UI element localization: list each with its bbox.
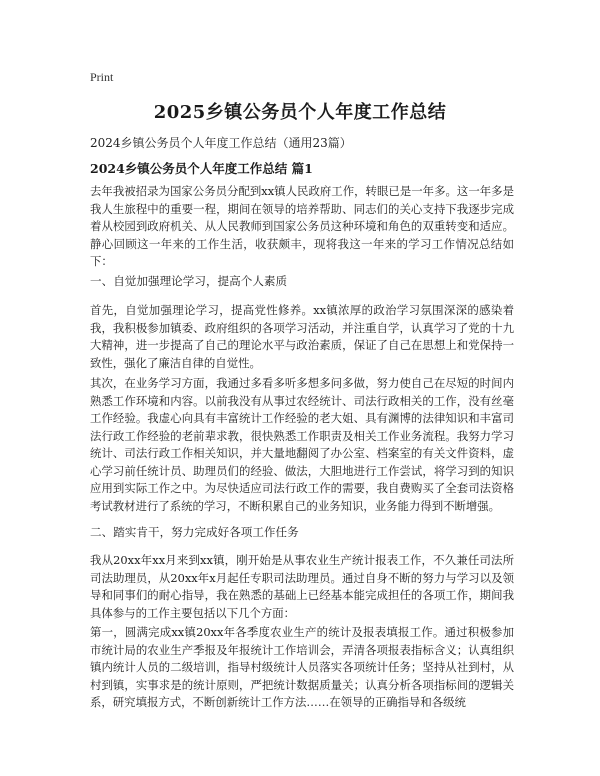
print-link[interactable]: Print (90, 70, 114, 84)
paragraph-work-intro: 我从20xx年xx月来到xx镇，刚开始是从事农业生产统计报表工作，不久兼任司法所司法助理员，从20xx年x月起任专职司法助理员。通过自身不断的努力与学习以及领导和同事们的耐心指导，我在熟悉的基础上已经基本能完成担任的各项工作，期间我具体参与的工作主要包括以下几个方面： (90, 553, 514, 620)
heading-theory-study: 一、自觉加强理论学习，提高个人素质 (90, 274, 288, 288)
page-title: 2025乡镇公务员个人年度工作总结 (153, 102, 447, 123)
section-heading: 2024乡镇公务员个人年度工作总结 篇1 (90, 161, 313, 176)
document-subtitle: 2024乡镇公务员个人年度工作总结（通用23篇） (90, 136, 352, 150)
heading-work-tasks: 二、踏实肯干，努力完成好各项工作任务 (90, 525, 299, 539)
paragraph-business-study: 其次，在业务学习方面，我通过多看多听多想多问多做，努力使自己在尽短的时间内熟悉工作环境和内容。以前我没有从事过农经统计、司法行政相关的工作，没有丝毫工作经验。我虚心向具有丰富统计工作经验的老大姐、具有渊博的法律知识和丰富司法行政工作经验的老前辈求教，很快熟悉工作职责及相关工作业务流程。我努力学习统计、司法行政工作相关知识，并大量地翻阅了办公室、档案室的有关文件资料，虚心学习前任统计员、助理员们的经验、做法，大胆地进行工作尝试，将学习到的知识应用到实际工作之中。为尽快适应司法行政工作的需要，我自费购买了全套司法资格考试教材进行了系统的学习，不断积累自己的业务知识，业务能力得到不断增强。 (90, 376, 514, 513)
paragraph-statistics: 第一，圆满完成xx镇20xx年各季度农业生产的统计及报表填报工作。通过积极参加市统计局的农业生产季报及年报统计工作培训会，弄清各项报表指标含义；认真组织镇内统计人员的二级培训，指导村级统计人员落实各项统计任务；坚持从社到村，从村到镇，实事求是的统计原则，严把统计数据质量关；认真分析各项指标间的逻辑关系，研究填报方式，不断创新统计工作方法……在领导的正确指导和各级统 (90, 625, 514, 709)
paragraph-theory: 首先，自觉加强理论学习，提高党性修养。xx镇浓厚的政治学习氛围深深的感染着我，我积极参加镇委、政府组织的各项学习活动，并注重自学，认真学习了党的十九大精神，进一步提高了自己的理论水平与政治素质，保证了自己在思想上和党保持一致性，强化了廉洁自律的自觉性。 (90, 303, 514, 370)
paragraph-intro: 去年我被招录为国家公务员分配到xx镇人民政府工作，转眼已是一年多。这一年多是我人生旅程中的重要一程，期间在领导的培养帮助、同志们的关心支持下我逐步完成着从校园到政府机关、从人民教师到国家公务员这种环境和角色的双重转变和适应。静心回顾这一年来的工作生活，收获颇丰，现将我这一年来的学习工作情况总结如下： (90, 184, 514, 268)
